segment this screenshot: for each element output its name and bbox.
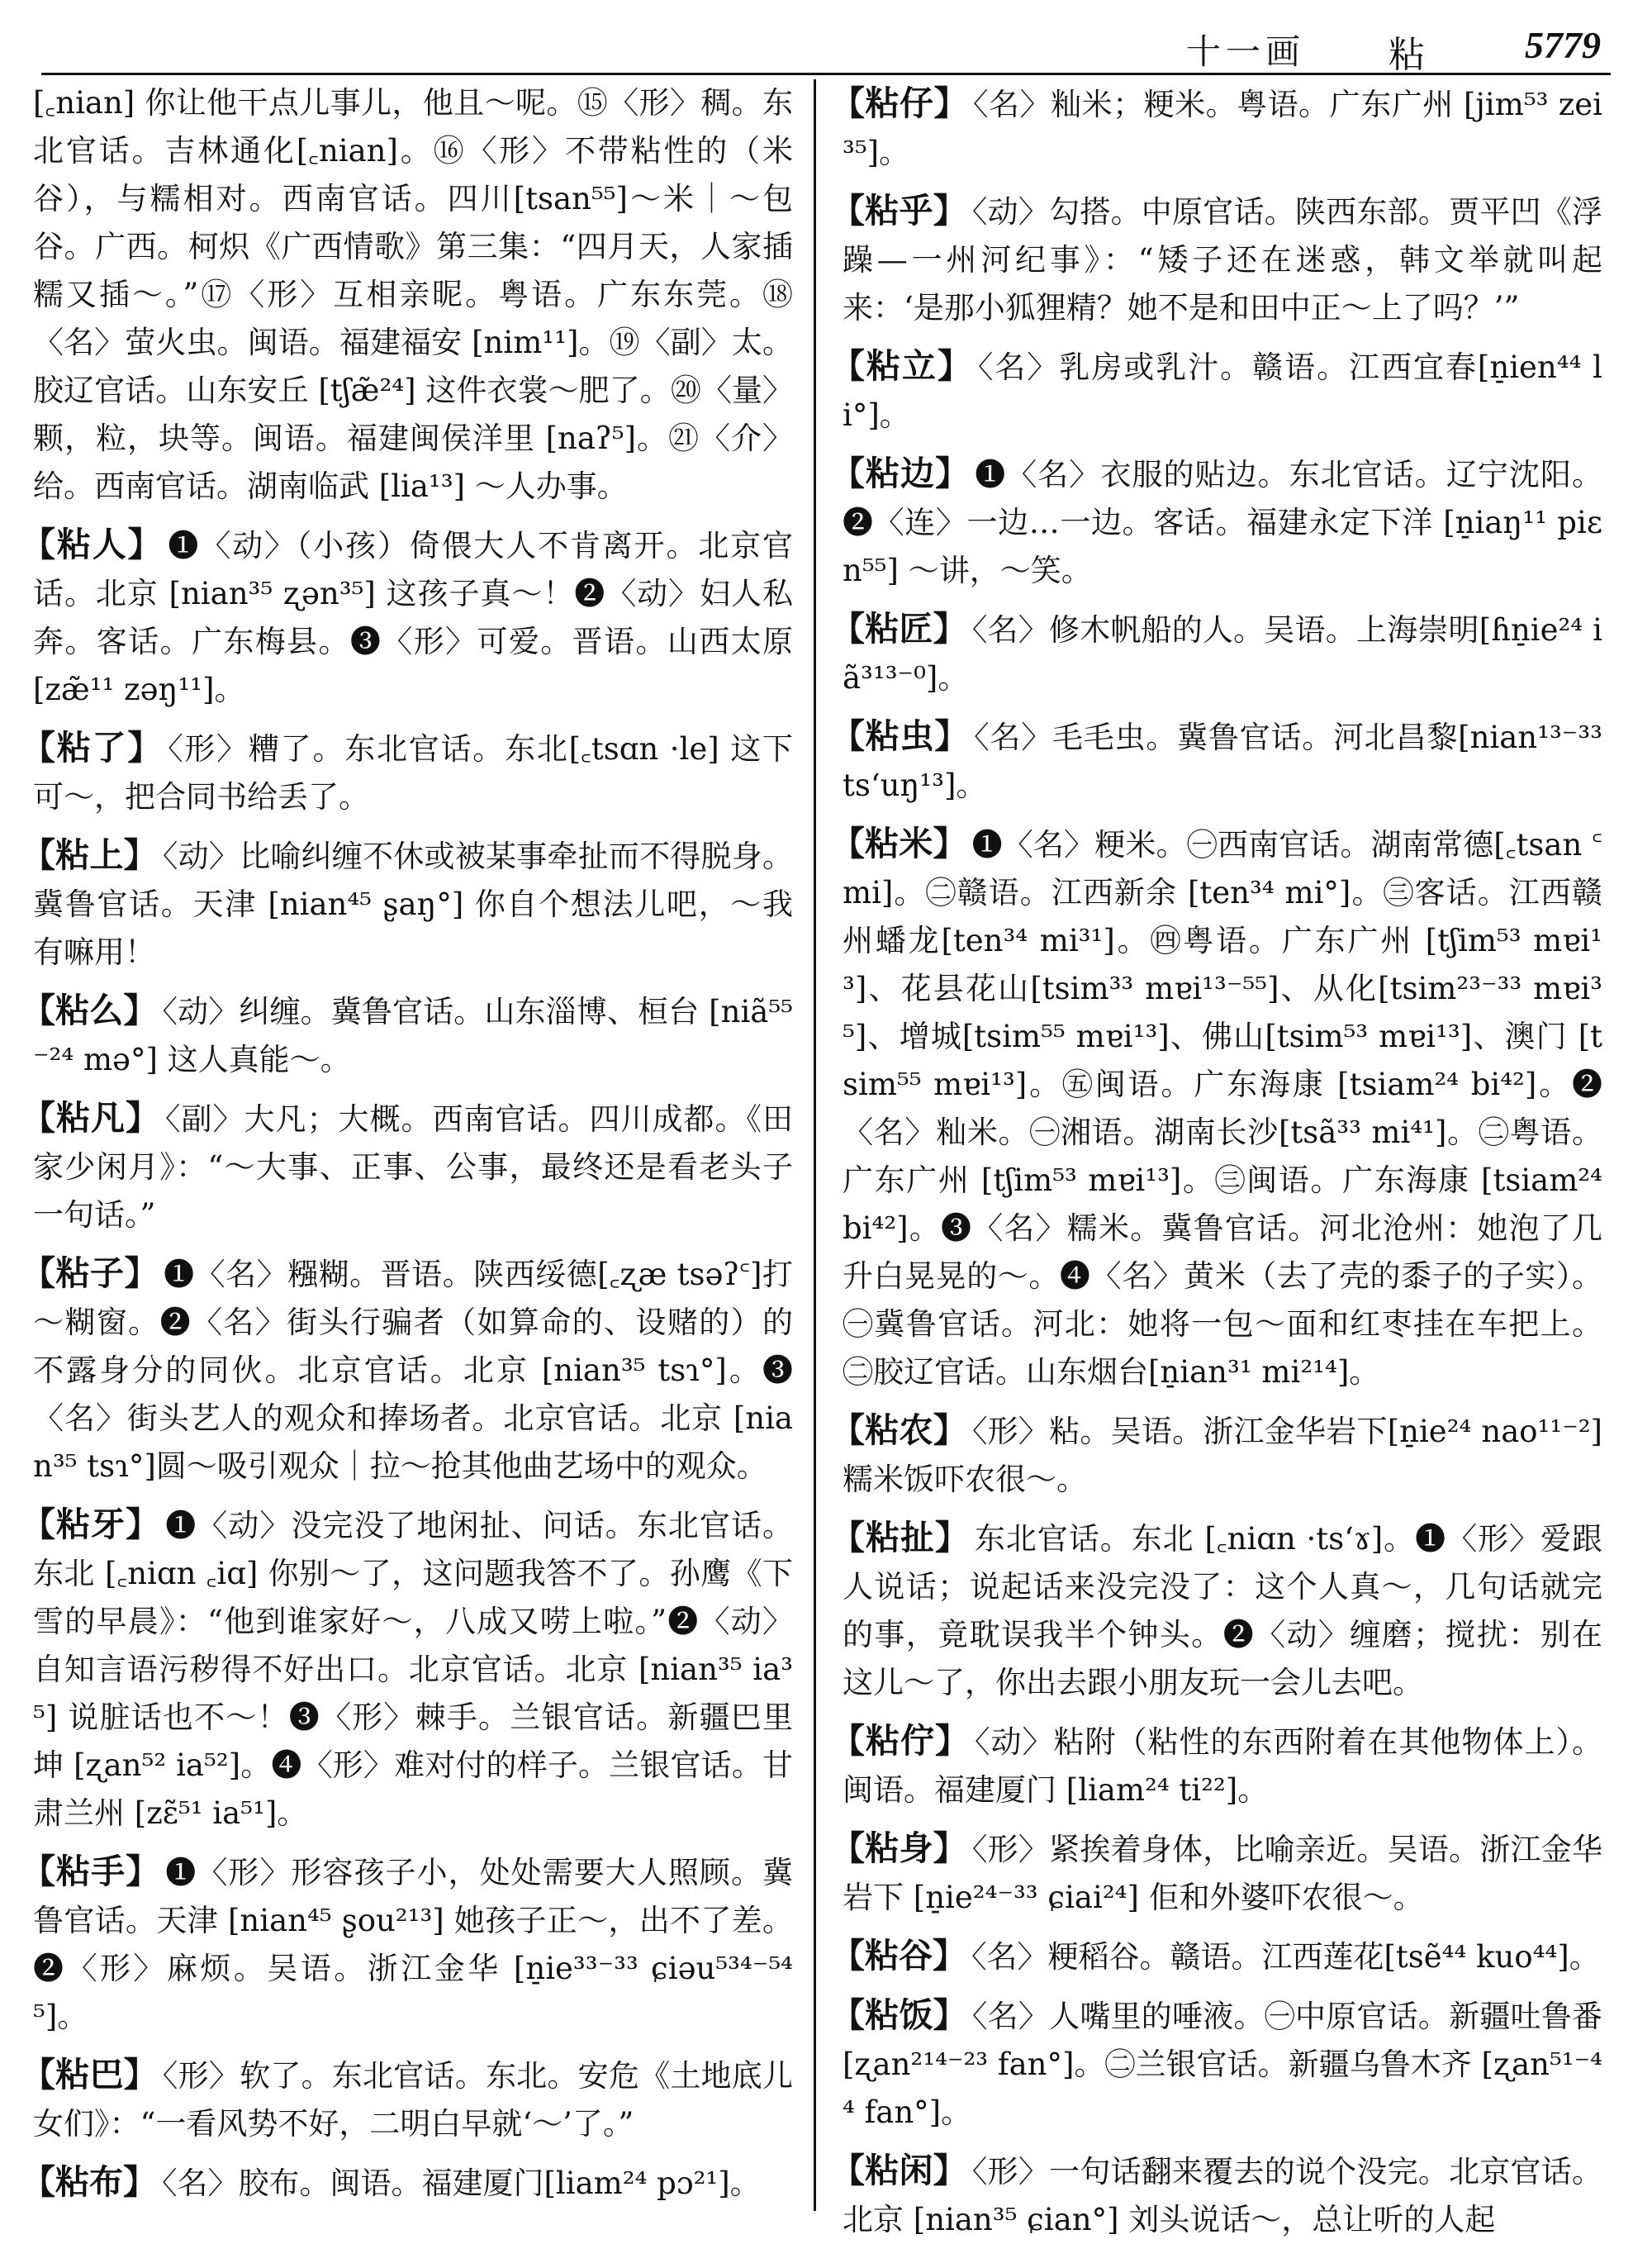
- dictionary-entry: [831, 79, 1602, 177]
- dictionary-entry: [831, 1824, 1603, 1922]
- right-column: [831, 79, 1603, 2237]
- entry-headword: 【粘扯】: [831, 1518, 970, 1557]
- entry-headword: 【粘立】: [831, 346, 973, 386]
- entry-definition: ❶〈动〉（小孩）倚偎大人不肯离开。北京官话。北京 [nian³⁵ ʐən³⁵] 这孩子真～！❷〈动〉妇人私奔。客话。广东梅县。❸〈形〉可爱。晋语。山西太原 [zæ̃¹¹ zəŋ¹¹]。: [33, 528, 794, 707]
- entry-definition: 〈形〉紧挨着身体，比喻亲近。吴语。浙江金华岩下 [n̠ie²⁴⁻³³ ɕiai²⁴] 佢和外婆吓农很～。: [843, 1832, 1603, 1915]
- entry-definition: ❶〈名〉粳米。㊀西南官话。湖南常德[꜀tsan ꜂mi]。㊁赣语。江西新余 [ten³⁴ mi°]。㊂客话。江西赣州蟠龙[ten³⁴ mi³¹]。㊃粤语。广东广州 [tʃim⁵³ mɐi¹³]、花县花山[tsim³³ mɐi¹³⁻⁵⁵]、从化[tsim²³⁻³³ mɐi³⁵]、增城[tsim⁵⁵ mɐi¹³]、佛山[tsim⁵³ mɐi¹³]、澳门 [tsim⁵⁵ mɐi¹³]。㊄闽语。广东海康 [tsiam²⁴ bi⁴²]。❷〈名〉籼米。㊀湘语。湖南长沙[tsã³³ mi⁴¹]。㊁粤语。广东广州 [tʃim⁵³ mɐi¹³]。㊂闽语。广东海康 [tsiam²⁴ bi⁴²]。❸〈名〉糯米。冀鲁官话。河北沧州：她泡了几升白晃晃的～。❹〈名〉黄米（去了壳的黍子的子实）。㊀冀鲁官话。河北：她将一包～面和红枣挂在车把上。㊁胶辽官话。山东烟台[n̠ian³¹ mi²¹⁴]。: [843, 827, 1603, 1390]
- entry-headword: 【粘子】: [21, 1253, 159, 1293]
- entry-headword: 【粘么】: [21, 991, 158, 1030]
- dictionary-entry: [21, 987, 793, 1084]
- dictionary-entry: [831, 1717, 1602, 1814]
- entry-headword: 【粘闲】: [831, 2151, 967, 2190]
- entry-definition: 〈名〉粳稻谷。赣语。江西莲花[tsẽ⁴⁴ kuo⁴⁴]。: [971, 1939, 1600, 1975]
- dictionary-entry: [831, 712, 1602, 810]
- column-divider: [814, 79, 816, 2211]
- left-column: [21, 79, 794, 2219]
- header-character: 粘: [1389, 34, 1425, 76]
- dictionary-entry: [21, 1500, 794, 1838]
- dictionary-entry: [21, 724, 793, 821]
- dictionary-entry: [831, 605, 1603, 702]
- entry-definition: ❶〈形〉形容孩子小，处处需要大人照顾。冀鲁官话。天津 [nian⁴⁵ ʂou²¹³] 她孩子正～，出不了差。❷〈形〉麻烦。吴语。浙江金华 [n̠ie³³⁻³³ ɕiəu⁵³⁴⁻⁵⁴⁵]。: [33, 1855, 794, 2034]
- entry-definition: ❶〈名〉糨糊。晋语。陕西绥德[꜀ʐæ tsəʔ꜂]打～糊窗。❷〈名〉街头行骗者（如算命的、设赌的）的不露身分的同伙。北京官话。北京 [nian³⁵ tsɿ°]。❸〈名〉街头艺人的观众和捧场者。北京官话。北京 [nian³⁵ tsɿ°]圆～吸引观众｜拉～抢其他曲艺场中的观众。: [33, 1257, 793, 1484]
- dictionary-entry: [33, 79, 793, 511]
- entry-headword: 【粘乎】: [831, 191, 967, 231]
- entry-definition: 〈名〉籼米；粳米。粤语。广东广州 [jim⁵³ zei³⁵]。: [843, 87, 1602, 170]
- entry-headword: 【粘手】: [21, 1852, 161, 1891]
- entry-headword: 【粘米】: [831, 824, 967, 863]
- entry-definition: 〈名〉乳房或乳汁。赣语。江西宜春[n̠ien⁴⁴ li°]。: [843, 349, 1602, 433]
- dictionary-entry: [831, 449, 1603, 595]
- entry-definition: 〈名〉人嘴里的唾液。㊀中原官话。新疆吐鲁番 [ʐan²¹⁴⁻²³ fan°]。㊁兰银官话。新疆乌鲁木齐 [ʐan⁵¹⁻⁴⁴ fan°]。: [843, 1999, 1603, 2130]
- entry-headword: 【粘饭】: [831, 1995, 967, 2035]
- entry-headword: 【粘仔】: [831, 83, 969, 123]
- page-number: 5779: [1525, 24, 1601, 66]
- dictionary-entry: [21, 521, 794, 714]
- dictionary-entry: [831, 820, 1603, 1396]
- dictionary-entry: [21, 1094, 793, 1239]
- entry-headword: 【粘了】: [21, 728, 164, 768]
- entry-headword: 【粘谷】: [831, 1936, 966, 1975]
- entry-headword: 【粘牙】: [21, 1505, 161, 1544]
- dictionary-entry: [831, 1991, 1603, 2137]
- entry-headword: 【粘佇】: [831, 1721, 970, 1761]
- entry-headword: 【粘农】: [831, 1410, 967, 1450]
- dictionary-entry: [21, 2158, 793, 2208]
- entry-definition: 〈形〉一句话翻来覆去的说个没完。北京官话。北京 [nian³⁵ ɕian°] 刘头说话～，总让听的人起: [843, 2154, 1603, 2237]
- dictionary-entry: [21, 1249, 793, 1490]
- entry-definition: ❶〈名〉衣服的贴边。东北官话。辽宁沈阳。❷〈连〉一边…一边。客话。福建永定下洋 [n̠iaŋ¹¹ piɛn⁵⁵] ～讲，～笑。: [843, 457, 1603, 588]
- entry-definition: 〈形〉粘。吴语。浙江金华岩下[n̠ie²⁴ nao¹¹⁻²] 糯米饭吓农很～。: [843, 1414, 1602, 1497]
- entry-definition: 〈动〉勾搭。中原官话。陕西东部。贾平凹《浮躁—一州河纪事》：“矮子还在迷惑，韩文举就叫起来：‘是那小狐狸精？她不是和田中正～上了吗？’”: [843, 194, 1603, 326]
- dictionary-entry: [21, 2051, 794, 2148]
- page-header: [41, 15, 1611, 75]
- dictionary-entry: [831, 1406, 1602, 1504]
- entry-definition: 〈形〉软了。东北官话。东北。安危《土地底儿女们》：“一看风势不好，二明白早就‘～’了。”: [33, 2058, 794, 2142]
- dictionary-entry: [831, 1932, 1602, 1981]
- entry-definition: [꜀nian] 你让他干点儿事儿，他且～呢。⑮〈形〉稠。东北官话。吉林通化[꜀nian]。⑯〈形〉不带粘性的（米谷），与糯相对。西南官话。四川[tsan⁵⁵]～米｜～包谷。广西。柯炽《广西情歌》第三集：“四月天，人家插糯又插～。”⑰〈形〉互相亲昵。粤语。广东东莞。⑱〈名〉萤火虫。闽语。福建福安 [nim¹¹]。⑲〈副〉太。胶辽官话。山东安丘 [tʃæ̃²⁴] 这件衣裳～肥了。⑳〈量〉颗，粒，块等。闽语。福建闽侯洋里 [naʔ⁵]。㉑〈介〉给。西南官话。湖南临武 [lia¹³] ～人办事。: [33, 85, 793, 504]
- entry-definition: 〈名〉毛毛虫。冀鲁官话。河北昌黎[nian¹³⁻³³ tsʻuŋ¹³]。: [843, 720, 1602, 803]
- entry-definition: 〈名〉胶布。闽语。福建厦门[liam²⁴ pɔ²¹]。: [162, 2166, 761, 2201]
- entry-headword: 【粘虫】: [831, 716, 970, 756]
- entry-definition: 〈动〉粘附（粘性的东西附着在其他物体上）。闽语。福建厦门 [liam²⁴ ti²²]。: [843, 1724, 1602, 1808]
- entry-definition: 〈副〉大凡；大概。西南官话。四川成都。《田家少闲月》：“～大事、正事、公事，最终还是看老头子一句话。”: [33, 1101, 793, 1233]
- entry-definition: 东北官话。东北 [꜀niɑn ·tsʻɤ]。❶〈形〉爱跟人说话；说起话来没完没了：这个人真～，几句话就完的事，竟耽误我半个钟头。❷〈动〉缠磨；搅扰：别在这儿～了，你出去跟小朋友玩一会儿去吧。: [843, 1521, 1602, 1700]
- dictionary-entry: [831, 1514, 1602, 1707]
- entry-headword: 【粘人】: [21, 525, 164, 564]
- dictionary-entry: [831, 342, 1602, 440]
- dictionary-entry: [21, 1847, 794, 2041]
- entry-definition: ❶〈动〉没完没了地闲扯、问话。东北官话。东北 [꜀niɑn ꜀iɑ] 你别～了，这问题我答不了。孙鹰《下雪的早晨》：“他到谁家好～，八成又唠上啦。”❷〈动〉自知言语污秽得不好出口。北京官话。北京 [nian³⁵ ia³⁵] 说脏话也不～！❸〈形〉棘手。兰银官话。新疆巴里坤 [ʐan⁵² ia⁵²]。❹〈形〉难对付的样子。兰银官话。甘肃兰州 [zɛ̃⁵¹ ia⁵¹]。: [33, 1508, 794, 1831]
- entry-headword: 【粘上】: [21, 835, 158, 875]
- dictionary-entry: [831, 2147, 1603, 2244]
- entry-definition: 〈名〉修木帆船的人。吴语。上海崇明[ɦn̠ie²⁴ iã³¹³⁻⁰]。: [843, 612, 1603, 696]
- entry-headword: 【粘边】: [831, 454, 971, 493]
- entry-headword: 【粘匠】: [831, 609, 967, 649]
- section-label: 十一画: [1185, 31, 1305, 72]
- entry-headword: 【粘凡】: [21, 1098, 160, 1138]
- entry-definition: 〈形〉糟了。东北官话。东北[꜀tsɑn ·le] 这下可～，把合同书给丢了。: [33, 731, 793, 815]
- dictionary-entry: [831, 187, 1603, 332]
- entry-headword: 【粘身】: [831, 1828, 967, 1868]
- entry-headword: 【粘巴】: [21, 2055, 158, 2094]
- entry-definition: 〈动〉比喻纠缠不休或被某事牵扯而不得脱身。冀鲁官话。天津 [nian⁴⁵ ʂaŋ°] 你自个想法儿吧，～我有嘛用！: [33, 839, 794, 970]
- dictionary-entry: [21, 831, 794, 977]
- entry-definition: 〈动〉纠缠。冀鲁官话。山东淄博、桓台 [niã⁵⁵⁻²⁴ mə°] 这人真能～。: [33, 994, 793, 1077]
- entry-headword: 【粘布】: [21, 2162, 157, 2202]
